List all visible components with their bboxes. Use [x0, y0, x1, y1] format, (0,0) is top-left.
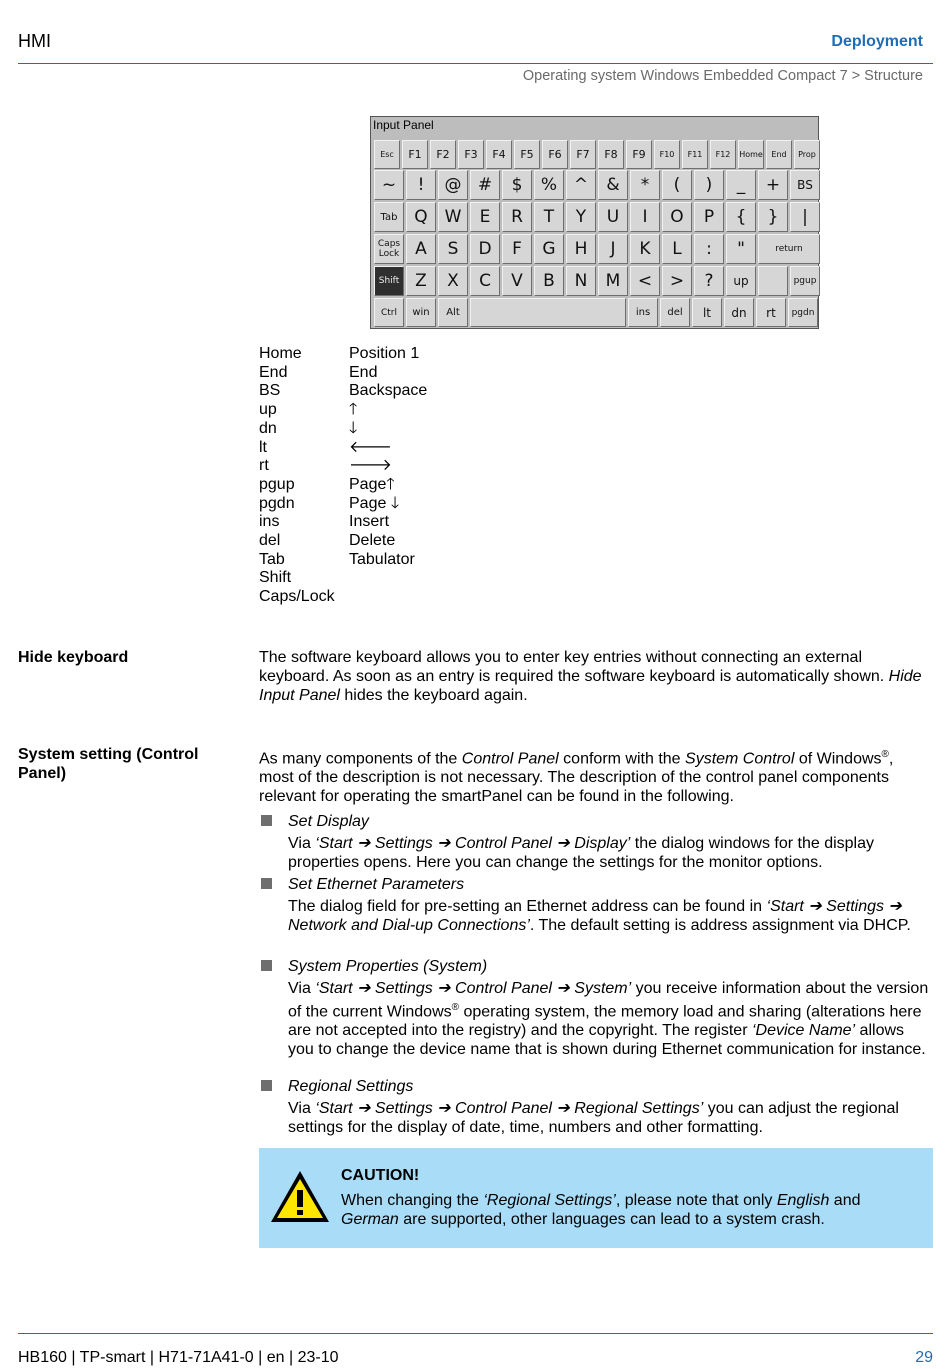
- shortcut-description: 🡓: [349, 419, 358, 437]
- key-rt: rt: [756, 298, 786, 327]
- key--: ^: [566, 170, 596, 200]
- shortcut-description: Tabulator: [349, 550, 415, 568]
- key-caps-lock: Caps Lock: [374, 234, 404, 264]
- key-l: L: [662, 234, 692, 264]
- keyboard-row-bottom: [374, 298, 816, 327]
- item-set-display-heading: Set Display: [288, 813, 369, 830]
- item-system-properties-text: [288, 979, 933, 1059]
- shortcut-key: up: [259, 401, 277, 419]
- key-x: X: [438, 266, 468, 296]
- caution-regional: ‘Regional Settings’: [483, 1192, 616, 1209]
- item-system-properties-heading: System Properties (System): [288, 958, 488, 975]
- key-f9: F9: [626, 140, 652, 169]
- item1-pre: Via: [288, 835, 316, 852]
- shortcut-key: Tab: [259, 550, 285, 568]
- item-regional-text: [288, 1099, 933, 1137]
- header-chapter-title: Deployment: [831, 33, 923, 50]
- key-w: W: [438, 202, 468, 232]
- item3-pre: Via: [288, 980, 316, 997]
- key--: _: [726, 170, 756, 200]
- page-number: 29: [915, 1349, 933, 1366]
- shortcut-key: Home: [259, 345, 302, 362]
- key-f6: F6: [542, 140, 568, 169]
- bullet-square: [261, 815, 272, 826]
- input-panel-title: Input Panel: [373, 118, 434, 132]
- key-y: Y: [566, 202, 596, 232]
- shortcut-row: [259, 382, 427, 401]
- caution-c: , please note that only: [615, 1192, 777, 1209]
- shortcut-description: Page🡑: [349, 475, 395, 493]
- hide-keyboard-italic: Hide Input Panel: [259, 668, 922, 704]
- key-shift: Shift: [374, 266, 404, 296]
- key-u: U: [598, 202, 628, 232]
- shortcut-row: [259, 513, 427, 532]
- bullet-square: [261, 878, 272, 889]
- key-tab: Tab: [374, 202, 404, 232]
- shortcut-key: rt: [259, 457, 269, 475]
- key-z: Z: [406, 266, 436, 296]
- shortcut-description: Page 🡓: [349, 494, 400, 512]
- key-pgdn: pgdn: [788, 298, 818, 327]
- key-o: O: [662, 202, 692, 232]
- key--: >: [662, 266, 692, 296]
- key-t: T: [534, 202, 564, 232]
- hide-keyboard-text-1: The software keyboard allows you to enter key entries without connecting an external keyboard. As soon as an entry is required the software keyboard is automatically shown.: [259, 649, 885, 685]
- caution-english: English: [776, 1192, 830, 1209]
- key--: :: [694, 234, 724, 264]
- item4-path: ‘Start ➔ Settings ➔ Control Panel ➔ Regional Settings’: [315, 1100, 704, 1117]
- system-setting-label-line1: System setting (Control: [18, 746, 199, 763]
- shortcut-key: ins: [259, 513, 280, 531]
- intro-a: As many components of the: [259, 750, 462, 768]
- shortcut-row: [259, 532, 427, 551]
- key-a: A: [406, 234, 436, 264]
- key-m: M: [598, 266, 628, 296]
- key-f12: F12: [710, 140, 736, 169]
- shortcut-row: [259, 551, 427, 570]
- shortcut-key: pgup: [259, 475, 295, 493]
- key--: *: [630, 170, 660, 200]
- key-alt: Alt: [438, 298, 468, 327]
- header-section-title: HMI: [18, 31, 51, 51]
- shortcut-description: Backspace: [349, 382, 428, 400]
- key-f2: F2: [430, 140, 456, 169]
- shortcut-key: End: [259, 363, 288, 381]
- header-breadcrumb: Operating system Windows Embedded Compact 7 > Structure: [522, 68, 923, 84]
- intro-f: , most of the description is not necessary. The description of the control panel components relevant for operating the smartPanel can be found in the following.: [259, 750, 894, 806]
- shortcut-key: del: [259, 532, 281, 550]
- item4-pre: Via: [288, 1100, 316, 1117]
- key--: !: [406, 170, 436, 200]
- item-ethernet-text: [288, 897, 933, 935]
- shortcut-row: [259, 439, 427, 458]
- keyboard-row-function: [374, 140, 816, 169]
- key-j: J: [598, 234, 628, 264]
- item3-path2: ‘Device Name’: [751, 1022, 856, 1040]
- shortcut-row: [259, 588, 427, 607]
- key-f: F: [502, 234, 532, 264]
- key-k: K: [630, 234, 660, 264]
- key-del: del: [660, 298, 690, 327]
- shortcut-row: [259, 401, 427, 420]
- intro-control-panel: Control Panel: [461, 750, 559, 768]
- key-f4: F4: [486, 140, 512, 169]
- key-e: E: [470, 202, 500, 232]
- key-f5: F5: [514, 140, 540, 169]
- caution-text: [341, 1191, 921, 1229]
- item1-post: the dialog windows for the display properties opens. Here you can change the settings for the monitor options.: [288, 835, 874, 871]
- key-f8: F8: [598, 140, 624, 169]
- key-f10: F10: [654, 140, 680, 169]
- item2-path: ‘Start ➔ Settings ➔ Network and Dial-up Connections’: [288, 898, 902, 934]
- key--: <: [630, 266, 660, 296]
- key-pgup: pgup: [790, 266, 820, 296]
- shortcut-description: 🡑: [349, 401, 358, 419]
- key-blank: [470, 298, 626, 327]
- key-end: End: [766, 140, 792, 169]
- registered-mark: ®: [881, 749, 889, 760]
- shortcut-key: Caps/Lock: [259, 588, 335, 606]
- key-f1: F1: [402, 140, 428, 169]
- intro-e: of Windows: [794, 750, 882, 768]
- key-g: G: [534, 234, 564, 264]
- key-f11: F11: [682, 140, 708, 169]
- key-ins: ins: [628, 298, 658, 327]
- key-home: Home: [738, 140, 764, 169]
- caution-german: German: [341, 1211, 399, 1228]
- shortcut-description: Insert: [349, 513, 390, 531]
- key-abbreviation-list: [259, 345, 427, 607]
- item4-post: you can adjust the regional settings for the display of date, time, numbers and other formatting.: [288, 1100, 899, 1136]
- caution-a: When changing the: [341, 1192, 484, 1209]
- intro-c: conform with the: [558, 750, 686, 768]
- bullet-square: [261, 960, 272, 971]
- item1-path: ‘Start ➔ Settings ➔ Control Panel ➔ Display’: [315, 835, 631, 852]
- input-panel-keyboard: [370, 116, 819, 329]
- key-return: return: [758, 234, 820, 264]
- key-r: R: [502, 202, 532, 232]
- item-set-display-text: [288, 834, 933, 872]
- key-v: V: [502, 266, 532, 296]
- key--: &: [598, 170, 628, 200]
- key--: }: [758, 202, 788, 232]
- shortcut-description: End: [349, 363, 378, 381]
- key--: (: [662, 170, 692, 200]
- shortcut-description: Delete: [349, 532, 396, 550]
- footer-document-id: HB160 | TP-smart | H71-71A41-0 | en | 23-10: [18, 1349, 339, 1366]
- shortcut-row: [259, 345, 427, 364]
- item3-post2: operating system, the memory load and sharing (alterations here are not accepted into the registry) and the copyright. The register: [288, 1003, 922, 1040]
- key--: {: [726, 202, 756, 232]
- hide-keyboard-text-2: hides the keyboard again.: [339, 687, 528, 704]
- caution-title: CAUTION!: [341, 1167, 420, 1184]
- key-h: H: [566, 234, 596, 264]
- key--: |: [790, 202, 820, 232]
- shortcut-key: Shift: [259, 569, 292, 587]
- key--: $: [502, 170, 532, 200]
- warning-triangle-icon: [268, 1168, 332, 1225]
- key--: ": [726, 234, 756, 264]
- key-b: B: [534, 266, 564, 296]
- intro-system-control: System Control: [685, 750, 795, 768]
- shortcut-key: pgdn: [259, 494, 295, 512]
- shortcut-description: 🡐: [349, 438, 392, 456]
- key-lt: lt: [692, 298, 722, 327]
- footer-rule: [18, 1333, 933, 1334]
- shortcut-key: BS: [259, 382, 281, 400]
- system-setting-intro: [259, 745, 931, 806]
- item2-post: . The default setting is address assignment via DHCP.: [529, 917, 911, 934]
- shortcut-row: [259, 476, 427, 495]
- caution-e: and: [829, 1192, 861, 1209]
- key-q: Q: [406, 202, 436, 232]
- system-setting-label-line2: Panel): [18, 765, 67, 782]
- key--: @: [438, 170, 468, 200]
- key--: ?: [694, 266, 724, 296]
- key-esc: Esc: [374, 140, 400, 169]
- hide-keyboard-text: [259, 648, 931, 705]
- item3-post1: you receive information about the version of the current Windows: [288, 980, 929, 1021]
- key-d: D: [470, 234, 500, 264]
- keyboard-row-asdf: [374, 234, 816, 264]
- shortcut-key: dn: [259, 419, 277, 437]
- item-ethernet-heading: Set Ethernet Parameters: [288, 876, 465, 893]
- key--: +: [758, 170, 788, 200]
- key-n: N: [566, 266, 596, 296]
- bullet-square: [261, 1080, 272, 1091]
- key--: ~: [374, 170, 404, 200]
- key-blank: [758, 266, 788, 296]
- registered-mark: ®: [451, 1002, 459, 1013]
- shortcut-row: [259, 569, 427, 588]
- item3-post3: allows you to change the device name that is shown during Ethernet communication for instance.: [288, 1022, 926, 1059]
- key-win: win: [406, 298, 436, 327]
- key-i: I: [630, 202, 660, 232]
- shortcut-row: [259, 495, 427, 514]
- keyboard-row-qwerty: [374, 202, 816, 232]
- shortcut-key: lt: [259, 438, 267, 456]
- key--: %: [534, 170, 564, 200]
- item-regional-heading: Regional Settings: [288, 1078, 414, 1095]
- shortcut-description: 🡒: [349, 457, 392, 475]
- system-setting-label: [18, 745, 198, 783]
- key-s: S: [438, 234, 468, 264]
- caution-g: are supported, other languages can lead to a system crash.: [398, 1211, 825, 1228]
- key-bs: BS: [790, 170, 820, 200]
- keyboard-row-zxcv: [374, 266, 816, 296]
- key--: #: [470, 170, 500, 200]
- key-prop: Prop: [794, 140, 820, 169]
- item2-pre: The dialog field for pre-setting an Ethernet address can be found in: [288, 898, 767, 915]
- key-c: C: [470, 266, 500, 296]
- shortcut-row: [259, 420, 427, 439]
- key-ctrl: Ctrl: [374, 298, 404, 327]
- hide-keyboard-label: Hide keyboard: [18, 649, 129, 666]
- key-dn: dn: [724, 298, 754, 327]
- header-rule: [18, 63, 933, 64]
- key-f7: F7: [570, 140, 596, 169]
- shortcut-row: [259, 457, 427, 476]
- shortcut-description: Position 1: [349, 345, 420, 362]
- keyboard-row-symbols: [374, 170, 816, 200]
- key-f3: F3: [458, 140, 484, 169]
- key-up: up: [726, 266, 756, 296]
- key-p: P: [694, 202, 724, 232]
- item3-path: ‘Start ➔ Settings ➔ Control Panel ➔ System’: [315, 980, 632, 997]
- shortcut-row: [259, 364, 427, 383]
- key--: ): [694, 170, 724, 200]
